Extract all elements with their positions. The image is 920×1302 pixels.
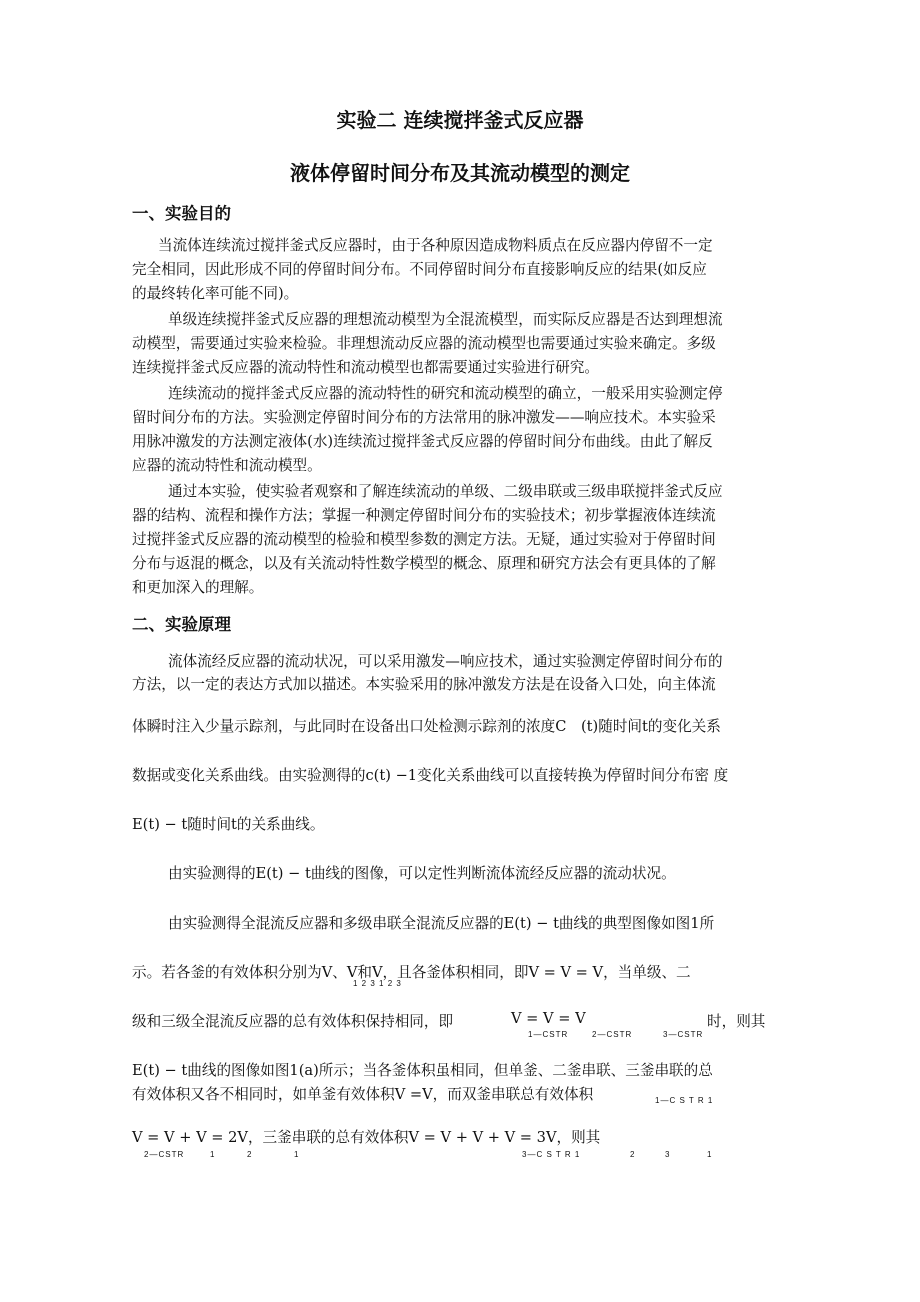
text-line: 应器的流动特性和流动模型。	[132, 457, 322, 474]
text-line: 单级连续搅拌釜式反应器的理想流动模型为全混流模型，而实际反应器是否达到理想流	[168, 311, 723, 328]
section-heading-purpose: 一、实验目的	[132, 204, 231, 223]
paragraph-3	[132, 382, 794, 478]
subscript: 1—C S T R 1	[655, 1096, 714, 1105]
subscript: 1—CSTR	[528, 1030, 569, 1039]
text-line: 当流体连续流过搅拌釜式反应器时，由于各种原因造成物料质点在反应器内停留不一定	[158, 237, 713, 254]
title-sub: 液体停留时间分布及其流动模型的测定	[290, 161, 630, 185]
text-line: 有效体积又各不相同时，如单釜有效体积V =V，而双釜串联总有效体积	[132, 1086, 594, 1103]
title-main: 实验二 连续搅拌釜式反应器	[336, 108, 584, 132]
text-line: V = V + V = 2V，三釜串联的总有效体积V = V + V + V = 3V，则其	[132, 1129, 601, 1146]
subscript: 3—CSTR	[663, 1030, 704, 1039]
subscript: 1 2 3 1 2 3	[353, 979, 402, 988]
text-line: 由实验测得全混流反应器和多级串联全混流反应器的E(t) − t曲线的典型图像如图1所	[168, 915, 715, 932]
text-line: 过搅拌釜式反应器的流动模型的检验和模型参数的测定方法。无疑，通过实验对于停留时间	[132, 531, 716, 548]
subscript: 1	[294, 1150, 300, 1159]
text-line: 的最终转化率可能不同)。	[132, 285, 299, 302]
subscript: 1	[707, 1150, 713, 1159]
text-line: 分布与返混的概念，以及有关流动特性数学模型的概念、原理和研究方法会有更具体的了解	[132, 555, 716, 572]
text-line: E(t) − t曲线的图像如图1(a)所示；当各釜体积虽相同，但单釜、二釜串联、三釜串联的总	[132, 1062, 713, 1079]
text-line: 数据或变化关系曲线。由实验测得的c(t) −1变化关系曲线可以直接转换为停留时间分布密 度	[132, 767, 729, 784]
text-line: 通过本实验，使实验者观察和了解连续流动的单级、二级串联或三级串联搅拌釜式反应	[168, 483, 723, 500]
text-line: 体瞬时注入少量示踪剂，与此同时在设备出口处检测示踪剂的浓度C (t)随时间t的变化关系	[132, 718, 721, 735]
text-line: 连续搅拌釜式反应器的流动特性和流动模型也都需要通过实验进行研究。	[132, 359, 600, 376]
text-line: 方法，以一定的表达方式加以描述。本实验采用的脉冲激发方法是在设备入口处，向主体流	[132, 676, 716, 693]
paragraph-1	[132, 234, 794, 306]
text-line: 用脉冲激发的方法测定液体(水)连续流过搅拌釜式反应器的停留时间分布曲线。由此了解反	[132, 433, 713, 450]
subscript: 1	[210, 1150, 216, 1159]
section-heading-principle: 二、实验原理	[132, 615, 231, 634]
subscript: 2—CSTR	[592, 1030, 633, 1039]
text-line: 时，则其	[707, 1013, 766, 1030]
text-line: 示。若各釜的有效体积分别为V、V和V，且各釜体积相同，即V = V = V，当单级、二	[132, 964, 691, 981]
subscript: 2—CSTR	[144, 1150, 185, 1159]
subscript: 3	[665, 1150, 671, 1159]
text-line: 由实验测得的E(t) − t曲线的图像，可以定性判断流体流经反应器的流动状况。	[168, 865, 676, 882]
formula: V = V = V	[511, 1010, 586, 1027]
text-line: E(t) − t随时间t的关系曲线。	[132, 816, 325, 833]
text-line: 完全相同，因此形成不同的停留时间分布。不同停留时间分布直接影响反应的结果(如反应	[132, 261, 707, 278]
text-line: 连续流动的搅拌釜式反应器的流动特性的研究和流动模型的确立，一般采用实验测定停	[168, 385, 723, 402]
subscript: 2	[630, 1150, 636, 1159]
text-line: 动模型，需要通过实验来检验。非理想流动反应器的流动模型也需要通过实验来确定。多级	[132, 335, 716, 352]
paragraph-2	[132, 308, 794, 380]
text-line: 和更加深入的理解。	[132, 579, 264, 596]
text-line: 流体流经反应器的流动状况，可以采用激发—响应技术，通过实验测定停留时间分布的	[168, 653, 723, 670]
text-line: 留时间分布的方法。实验测定停留时间分布的方法常用的脉冲激发——响应技术。本实验采	[132, 409, 716, 426]
subscript: 2	[247, 1150, 253, 1159]
text-line: 级和三级全混流反应器的总有效体积保持相同，即	[132, 1013, 454, 1030]
paragraph-4	[132, 480, 794, 600]
subscript: 3—C S T R 1	[522, 1150, 581, 1159]
text-line: 器的结构、流程和操作方法；掌握一种测定停留时间分布的实验技术；初步掌握液体连续流	[132, 507, 716, 524]
